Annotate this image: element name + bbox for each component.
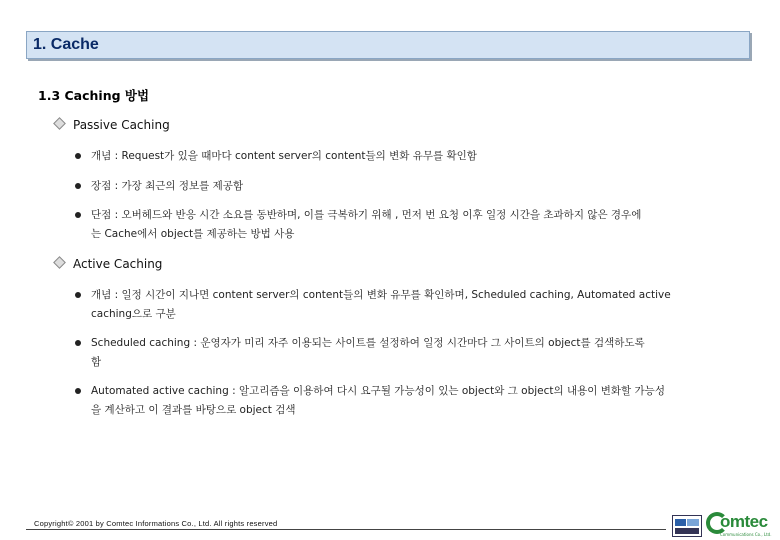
list-item: [75, 206, 755, 244]
list-item: [75, 177, 755, 196]
bullet-line: Automated active caching : 알고리즘을 이용하여 다시 요구될 가능성이 있는 object와 그 object의 내용이 변화할 가능성: [91, 385, 665, 397]
footer-divider: [26, 529, 666, 530]
diamond-bullet-icon: [53, 117, 66, 130]
bullet-dot-icon: [75, 212, 81, 218]
partner-logo-icon: [672, 515, 702, 537]
bullet-line: Scheduled caching : 운영자가 미리 자주 이용되는 사이트를 설정하여 일정 시간마다 그 사이트의 object를 검색하도록: [91, 337, 645, 349]
bullet-dot-icon: [75, 292, 81, 298]
list-item: [75, 286, 755, 324]
section-active-caching: [55, 257, 162, 271]
bullet-line: 단점 : 오버헤드와 반응 시간 소요를 동반하며, 이를 극복하기 위해 , 먼저 번 요청 이후 일정 시간을 초과하지 않은 경우에: [91, 209, 642, 221]
list-item: [75, 382, 755, 420]
list-item: [75, 147, 755, 166]
bullet-line: caching으로 구분: [91, 308, 176, 320]
bullet-dot-icon: [75, 340, 81, 346]
bullet-dot-icon: [75, 183, 81, 189]
bullet-line: 는 Cache에서 object를 제공하는 방법 사용: [91, 228, 295, 240]
bullet-dot-icon: [75, 153, 81, 159]
bullet-line: 개념 : 일정 시간이 지나면 content server의 content들의 변화 유무를 확인하며, Scheduled caching, Automated active: [91, 289, 671, 301]
page-title: 1. Cache: [33, 36, 99, 53]
bullet-line: 장점 : 가장 최근의 정보를 제공함: [91, 180, 244, 192]
list-item: [75, 334, 755, 372]
comtec-logo-tagline: Communications Co., Ltd.: [720, 532, 772, 537]
comtec-logo-text: omtec: [720, 512, 768, 531]
title-bar: [26, 31, 750, 59]
section-passive-caching: [55, 118, 170, 132]
bullet-dot-icon: [75, 388, 81, 394]
bullet-line: 개념 : Request가 있을 때마다 content server의 content들의 변화 유무를 확인함: [91, 150, 477, 162]
copyright-text: Copyright© 2001 by Comtec Informations Co., Ltd. All rights reserved: [34, 519, 278, 528]
diamond-bullet-icon: [53, 256, 66, 269]
bullet-line: 함: [91, 356, 102, 368]
section-label: Passive Caching: [73, 118, 170, 132]
section-label: Active Caching: [73, 257, 163, 271]
section-subtitle: 1.3 Caching 방법: [38, 88, 150, 103]
bullet-line: 을 계산하고 이 결과를 바탕으로 object 검색: [91, 404, 296, 416]
